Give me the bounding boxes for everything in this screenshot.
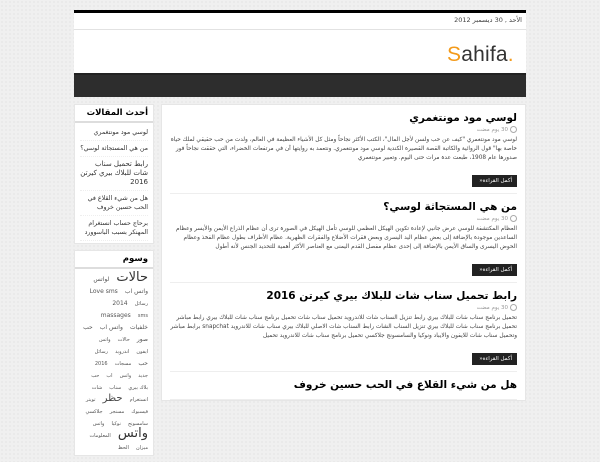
post-item <box>170 105 517 194</box>
tag-link[interactable]: حب <box>91 373 100 379</box>
recent-post-link[interactable]: هل من شيء القلاع في الحب حسين خروف <box>80 191 148 216</box>
logo-initial: S <box>447 43 462 66</box>
tag-link[interactable]: بلاك بيري <box>128 385 148 391</box>
main-navigation[interactable] <box>74 73 526 97</box>
post-title[interactable]: رابط تحميل سناب شات للبلاك بيري كيرتن 2016 <box>266 290 517 302</box>
recent-posts-list <box>75 123 153 243</box>
arrow-left-icon: « <box>479 267 483 273</box>
posts-list <box>161 104 526 401</box>
current-date: الأحد , 30 ديسمبر 2012 <box>454 16 522 24</box>
tag-link[interactable]: المعلومات <box>89 433 111 439</box>
post-title[interactable]: هل من شيء القلاع في الحب حسين خروف <box>293 379 517 391</box>
logo-text: ahifa <box>461 43 508 66</box>
post-title[interactable]: لوسي مود مونتغمري <box>409 112 517 124</box>
tag-link[interactable]: 2014 <box>112 300 128 307</box>
tag-link[interactable]: مسجات <box>114 361 132 367</box>
tag-link[interactable]: جديد <box>138 373 148 379</box>
tag-cloud <box>75 269 153 455</box>
post-excerpt: تحميل برنامج سناب شات للبلاك بيري رابط تنزيل السناب شات للاندرويد تحميل سناب شات تحميل برنامج سناب شات للبلاك بيري رابط مباشر تحميل برنامج سناب شات للبلاك بيري تنزيل السناب الشات رابط السناب شات الاصلي للبلاك بيري سناب شات للاندرويد snapchat برابط مباشر وتحميل سناب شات للايفون والايباد ونوكيا والسامسونج جلاكسي تحميل برنامج سناب شات للاندرويد تحميل <box>170 315 517 339</box>
page-wrapper <box>74 10 526 451</box>
tag-link[interactable]: واتس اب <box>99 324 123 331</box>
tag-link[interactable]: رسائل <box>134 301 148 307</box>
read-more-label: أكمل القراءة <box>482 178 512 184</box>
recent-post-link[interactable]: رابط تحميل سناب شات للبلاك بيري كيرتن 2016 <box>80 157 148 191</box>
tag-link[interactable]: حالات <box>117 337 130 343</box>
post-date: 30 يوم مضت <box>476 216 508 222</box>
post-date: 30 يوم مضت <box>476 127 508 133</box>
post-item <box>170 283 517 372</box>
tag-link[interactable]: واتس <box>98 337 111 343</box>
tag-link[interactable]: واتس <box>92 421 105 427</box>
tag-link[interactable]: Love sms <box>89 288 118 295</box>
post-meta <box>170 304 517 311</box>
tag-link[interactable]: الحظ <box>118 445 129 451</box>
tag-link[interactable]: 2016 <box>94 361 108 367</box>
site-header <box>74 30 526 73</box>
tags-title: وسوم <box>75 251 153 269</box>
tag-link[interactable]: حب <box>83 324 93 331</box>
post-item <box>170 372 517 400</box>
tag-link[interactable]: واتس اب <box>124 288 148 295</box>
tag-link[interactable]: واتس <box>117 426 148 441</box>
tag-link[interactable]: حظر <box>102 393 123 404</box>
tag-link[interactable]: حالات <box>116 270 148 285</box>
clock-icon <box>510 126 517 133</box>
post-meta <box>170 126 517 133</box>
tags-widget <box>74 250 154 456</box>
tag-link[interactable]: صور <box>136 336 148 343</box>
arrow-left-icon: « <box>479 356 483 362</box>
tag-link[interactable]: فيسبوك <box>131 409 148 415</box>
tag-link[interactable]: مسنجر <box>109 409 125 415</box>
read-more-button[interactable] <box>472 175 517 187</box>
tag-link[interactable]: سامسونج <box>127 421 148 427</box>
post-date: 30 يوم مضت <box>476 305 508 311</box>
content-area <box>74 104 526 451</box>
clock-icon <box>510 215 517 222</box>
post-item <box>170 194 517 283</box>
tag-link[interactable]: ميزان <box>135 445 148 451</box>
recent-post-link[interactable]: برحاج حساب انستغرام المهنكر بسبب الباسوورد <box>80 216 148 241</box>
tag-link[interactable]: واتس <box>119 373 132 379</box>
tag-link[interactable]: sms <box>137 313 148 319</box>
tag-link[interactable]: لواتس <box>93 276 110 283</box>
tag-link[interactable]: جلاكسي <box>85 409 103 415</box>
tag-link[interactable]: اب <box>106 373 113 379</box>
tag-link[interactable]: انستغرام <box>129 397 148 403</box>
read-more-button[interactable] <box>472 264 517 276</box>
post-excerpt: لوسي مود مونتغمري "كيف عن حب ولسن لأجل المال"، الكتب الأكثر نجاحاً ومثل كل الأشياء العظيمة في العالم، ولدت من حب حقيقي لملك حياة خاصة بها" قول الروائية والكاتبة القصة القصيرة الكندية لوسي مود مونتغمري. ونتعمد به روايتها آن في مرتفعات الخضراء، التي حققت نجاحاً فور صدورها عام 1908، طبعت عدة مرات حتى اليوم. وتعبير مونتغمري <box>170 137 517 161</box>
clock-icon <box>510 304 517 311</box>
recent-posts-title: أحدث المقالات <box>75 105 153 123</box>
recent-posts-widget <box>74 104 154 244</box>
arrow-left-icon: « <box>479 178 483 184</box>
post-meta <box>170 215 517 222</box>
tag-link[interactable]: نوكيا <box>111 421 121 427</box>
top-bar <box>74 10 526 30</box>
logo-dot: . <box>507 43 514 66</box>
recent-post-link[interactable]: لوسي مود مونتغمري <box>80 125 148 141</box>
sidebar <box>74 104 154 462</box>
post-title[interactable]: من هي المستجاثة لوسي؟ <box>383 201 517 213</box>
read-more-label: أكمل القراءة <box>482 356 512 362</box>
tag-link[interactable]: خلفيات <box>129 324 148 331</box>
main-content <box>161 104 526 401</box>
tag-link[interactable]: رسائل <box>94 349 108 355</box>
tag-link[interactable]: حب <box>138 360 148 367</box>
read-more-label: أكمل القراءة <box>482 267 512 273</box>
tag-link[interactable]: شات <box>91 385 103 391</box>
recent-post-link[interactable]: من هي المستجاثة لوسي؟ <box>80 141 148 157</box>
tag-link[interactable]: اندرويد <box>115 349 130 355</box>
tag-link[interactable]: massages <box>100 312 131 319</box>
read-more-button[interactable] <box>472 353 517 365</box>
tag-link[interactable]: تويتر <box>85 397 96 403</box>
tag-link[interactable]: ايفون <box>136 349 148 355</box>
site-logo[interactable] <box>447 43 514 67</box>
tag-link[interactable]: سناب <box>109 385 122 391</box>
post-excerpt: العظام المكتشفة للوسي عرض جانبي لإعادة تكوين الهيكل العظمي للوسي تأمل الهيكل في الصورة ترى أن عظام الذراع الأيمن والأيسر وعظام الساعدين موجودة بالإضافة إلى بعض عظام اليد اليسرى وبعض فقرات الأضلاع والفقرات الظهرية. عظام الأطراف بطول عظام الفخذ وعظام الحوض اليسرى والساق الأيمن بالإضافة إلى إحدى عظام مفصل القدم اليمنى مع العناصر الأكثر أهمية للتحديد الجنس لأنه أطول <box>176 226 517 250</box>
